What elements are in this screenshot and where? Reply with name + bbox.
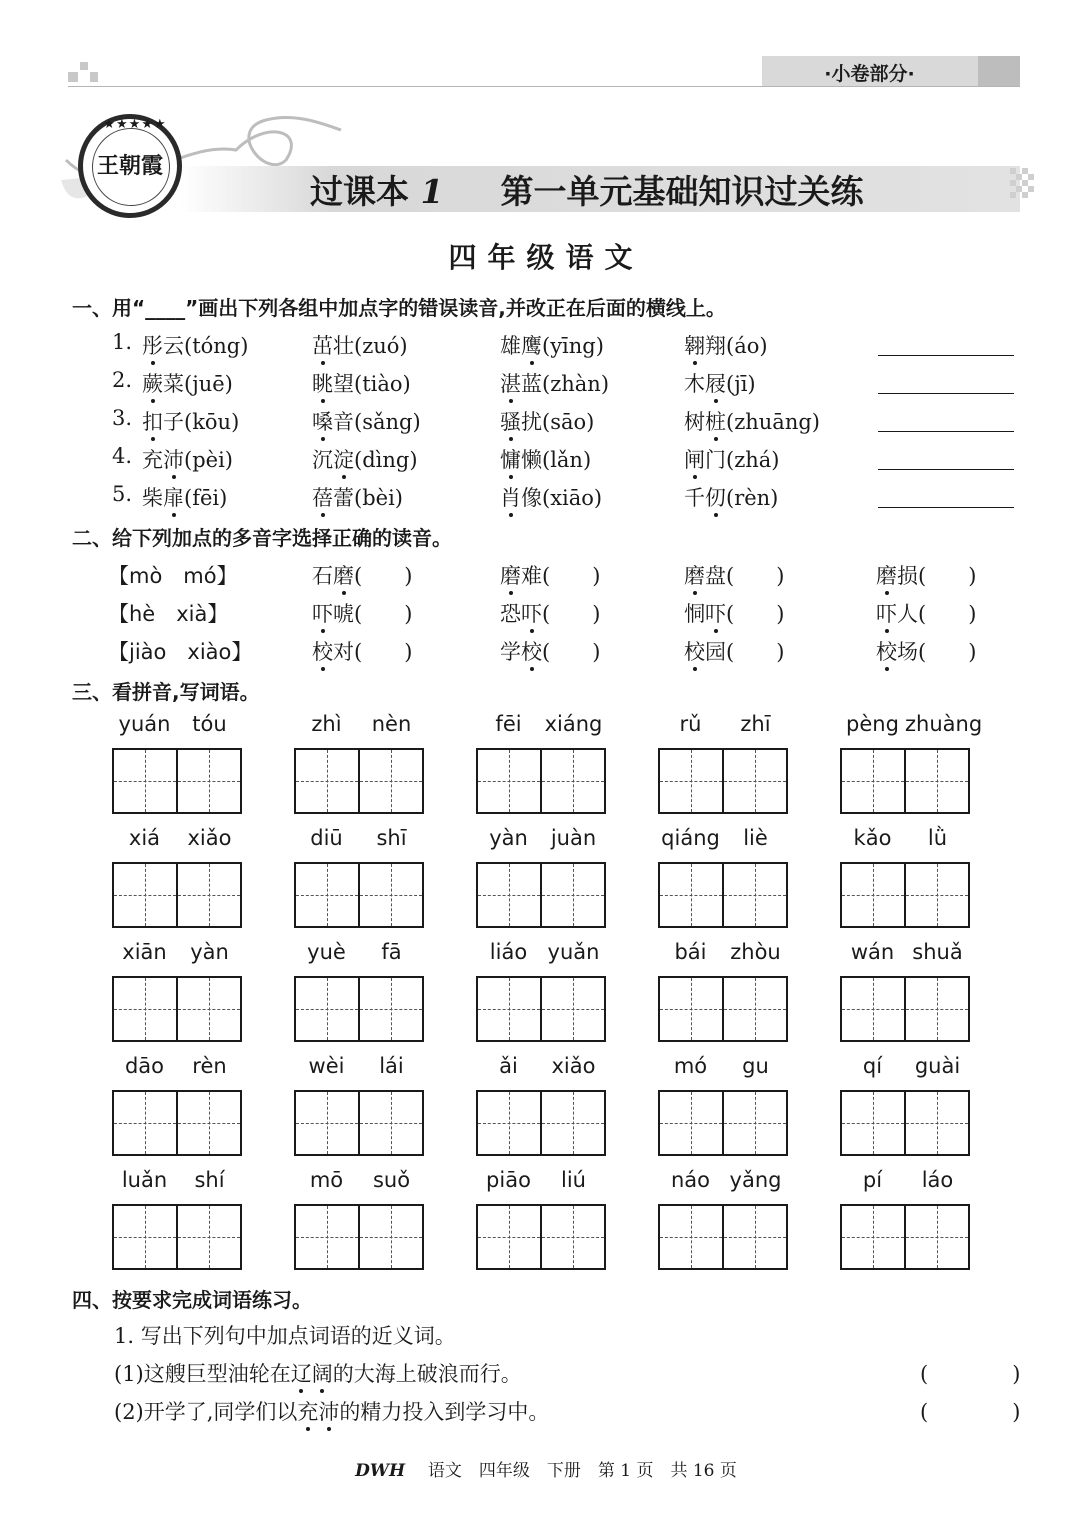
word-dotted: 沛 <box>163 444 184 474</box>
pinyin-syllable: shí <box>194 1168 225 1192</box>
pinyin-syllable: xiān <box>122 940 167 964</box>
reading-options: 【jiào xiào】 <box>108 640 253 664</box>
polyphone-dotted: 吓 <box>312 598 333 628</box>
word-dotted: 湛 <box>500 368 521 398</box>
pinyin-syllable: qí <box>862 1054 883 1078</box>
header-rule <box>68 86 1020 87</box>
word-post: 蕾(bèi) <box>333 486 403 510</box>
pinyin-syllable: rǔ <box>679 712 702 736</box>
polyphone-dotted: 磨 <box>684 560 705 590</box>
word-reading <box>500 482 602 512</box>
writing-box[interactable] <box>476 976 606 1042</box>
polyphone-word[interactable] <box>312 598 412 628</box>
pinyin-syllable: lái <box>379 1054 404 1078</box>
pinyin-syllable: tóu <box>192 712 227 736</box>
word-reading <box>142 368 233 398</box>
writing-cell[interactable] <box>176 1206 240 1268</box>
word-post: 子(kōu) <box>163 410 240 434</box>
pinyin-syllable: ǎi <box>499 1054 518 1078</box>
word-post: (rèn) <box>726 486 779 510</box>
polyphone-dotted: 吓 <box>876 598 897 628</box>
section-tag-label: ·小卷部分· <box>824 63 915 85</box>
pinyin-syllable: yuè <box>307 940 346 964</box>
writing-box[interactable] <box>294 976 424 1042</box>
writing-cell[interactable] <box>540 1206 604 1268</box>
polyphone-pre: 石 <box>312 564 333 588</box>
pinyin-syllable: xiáng <box>544 712 603 736</box>
brand-logo <box>78 114 182 218</box>
word-post: (zhuāng) <box>726 410 820 434</box>
word-post: (yīng) <box>542 334 604 358</box>
word-dotted: 眺 <box>312 368 333 398</box>
item-number: 4. <box>112 444 133 468</box>
writing-cell[interactable] <box>842 1206 904 1268</box>
pinyin-syllable: zhòu <box>730 940 781 964</box>
word-reading <box>684 406 820 436</box>
star-icons: ★★★★★ <box>103 117 167 132</box>
word-reading <box>312 330 408 360</box>
section-4-sub-1: 1. 写出下列句中加点词语的近义词。 <box>114 1324 456 1348</box>
polyphone-dotted: 磨 <box>500 560 521 590</box>
polyphone-word[interactable] <box>500 560 600 590</box>
word-reading <box>312 368 411 398</box>
writing-cell[interactable] <box>842 750 904 812</box>
word-post: 壮(zuó) <box>333 334 408 358</box>
polyphone-word[interactable] <box>312 560 412 590</box>
pinyin-syllable: nèn <box>371 712 412 736</box>
word-post: 望(tiào) <box>333 372 411 396</box>
writing-cell[interactable] <box>478 1206 540 1268</box>
polyphone-post: ( ) <box>542 602 601 626</box>
pinyin-syllable: yǎng <box>729 1168 782 1192</box>
item-number: 3. <box>112 406 133 430</box>
writing-cell[interactable] <box>358 864 422 926</box>
q1-text-a: (1)这艘巨型油轮在 <box>114 1362 291 1386</box>
q2-text-b: 的精力投入到学习中。 <box>339 1400 550 1424</box>
writing-cell[interactable] <box>904 1206 968 1268</box>
title-number: 1 <box>420 172 444 211</box>
word-reading <box>312 444 418 474</box>
polyphone-dotted: 磨 <box>876 560 897 590</box>
pinyin-syllable: suǒ <box>372 1168 411 1192</box>
banner-checker-decoration <box>1010 168 1036 208</box>
pinyin-syllable: náo <box>670 1168 711 1192</box>
q2-dotted-1: 充 <box>297 1396 318 1426</box>
pinyin-syllable: wèi <box>308 1054 345 1078</box>
word-post: 云(tóng) <box>163 334 249 358</box>
word-pre: 木 <box>684 372 705 396</box>
writing-cell[interactable] <box>660 1092 722 1154</box>
writing-cell[interactable] <box>540 1092 604 1154</box>
pinyin-syllable: yàn <box>489 826 528 850</box>
polyphone-dotted: 吓 <box>705 598 726 628</box>
word-post: 扰(sāo) <box>521 410 595 434</box>
section-3-title: 三、看拼音,写词语。 <box>72 680 260 704</box>
pinyin-syllable: liè <box>743 826 768 850</box>
pinyin-syllable: zhì <box>311 712 342 736</box>
title-prefix: 过课本 <box>310 172 409 211</box>
writing-cell[interactable] <box>176 864 240 926</box>
subject-heading: 四年级语文 <box>448 241 644 274</box>
writing-cell[interactable] <box>660 978 722 1040</box>
polyphone-post: 难( ) <box>521 564 601 588</box>
page-footer <box>0 1456 1092 1481</box>
writing-cell[interactable] <box>296 864 358 926</box>
writing-cell[interactable] <box>722 750 786 812</box>
polyphone-post: 盘( ) <box>705 564 785 588</box>
writing-box[interactable] <box>112 976 242 1042</box>
word-dotted: 肖 <box>500 482 521 512</box>
word-reading <box>312 406 421 436</box>
section-2-title: 二、给下列加点的多音字选择正确的读音。 <box>72 526 452 550</box>
corner-decoration <box>68 62 98 86</box>
writing-cell[interactable] <box>540 978 604 1040</box>
writing-cell[interactable] <box>842 864 904 926</box>
word-dotted: 淀 <box>333 444 354 474</box>
writing-cell[interactable] <box>478 978 540 1040</box>
word-reading <box>312 482 403 512</box>
pinyin-syllable: zhuàng <box>905 712 983 736</box>
word-post: (fēi) <box>184 486 228 510</box>
pinyin-syllable: xiǎo <box>187 826 232 850</box>
writing-box[interactable] <box>840 976 970 1042</box>
writing-box[interactable] <box>112 748 242 814</box>
writing-box[interactable] <box>476 1090 606 1156</box>
writing-cell[interactable] <box>904 864 968 926</box>
pinyin-syllable: fā <box>381 940 402 964</box>
writing-box[interactable] <box>658 1204 788 1270</box>
pinyin-syllable: luǎn <box>121 1168 168 1192</box>
writing-cell[interactable] <box>358 750 422 812</box>
pinyin-syllable: piāo <box>486 1168 531 1192</box>
word-post: (dìng) <box>354 448 418 472</box>
writing-box[interactable] <box>658 862 788 928</box>
polyphone-word[interactable] <box>684 560 784 590</box>
pinyin-syllable: dāo <box>124 1054 165 1078</box>
word-reading <box>500 406 594 436</box>
section-tag <box>762 56 1020 86</box>
word-reading <box>142 482 227 512</box>
word-pre: 沉 <box>312 448 333 472</box>
writing-box[interactable] <box>294 1204 424 1270</box>
writing-box[interactable] <box>112 862 242 928</box>
word-dotted: 骚 <box>500 406 521 436</box>
writing-box[interactable] <box>294 862 424 928</box>
pinyin-syllable: xiá <box>128 826 161 850</box>
word-pre: 充 <box>142 448 163 472</box>
answer-line[interactable] <box>878 430 1014 432</box>
word-dotted: 扣 <box>142 406 163 436</box>
item-number: 1. <box>112 330 133 354</box>
word-pre: 柴 <box>142 486 163 510</box>
writing-box[interactable] <box>476 862 606 928</box>
answer-paren-2[interactable]: ( ) <box>920 1400 1021 1424</box>
pinyin-syllable: mō <box>309 1168 344 1192</box>
writing-box[interactable] <box>658 748 788 814</box>
polyphone-post: ( ) <box>354 564 413 588</box>
writing-cell[interactable] <box>660 750 722 812</box>
polyphone-post: 对( ) <box>333 640 413 664</box>
word-post: 门(zhá) <box>705 448 780 472</box>
reading-options: 【mò mó】 <box>108 564 238 588</box>
writing-box[interactable] <box>658 976 788 1042</box>
pinyin-syllable: yuǎn <box>547 940 600 964</box>
writing-cell[interactable] <box>722 978 786 1040</box>
pinyin-syllable: fēi <box>495 712 522 736</box>
word-pre: 树 <box>684 410 705 434</box>
word-dotted: 慵 <box>500 444 521 474</box>
word-reading <box>142 444 233 474</box>
polyphone-word[interactable] <box>500 636 600 666</box>
answer-line[interactable] <box>878 506 1014 508</box>
pinyin-syllable: yàn <box>190 940 229 964</box>
polyphone-word[interactable] <box>312 636 412 666</box>
word-dotted: 鹰 <box>521 330 542 360</box>
word-reading <box>684 444 780 474</box>
word-dotted: 彤 <box>142 330 163 360</box>
polyphone-post: ( ) <box>726 602 785 626</box>
q1-dotted-2: 阔 <box>312 1358 333 1388</box>
writing-box[interactable] <box>476 1204 606 1270</box>
word-dotted: 茁 <box>312 330 333 360</box>
polyphone-dotted: 校 <box>876 636 897 666</box>
pinyin-syllable: liú <box>561 1168 586 1192</box>
polyphone-word[interactable] <box>876 598 976 628</box>
pinyin-syllable: pèng <box>846 712 899 736</box>
pinyin-syllable: shuǎ <box>912 940 963 964</box>
writing-cell[interactable] <box>722 1206 786 1268</box>
writing-box[interactable] <box>112 1204 242 1270</box>
item-number: 5. <box>112 482 133 506</box>
writing-cell[interactable] <box>296 978 358 1040</box>
item-number: 2. <box>112 368 133 392</box>
polyphone-post: 人( ) <box>897 602 977 626</box>
writing-cell[interactable] <box>540 750 604 812</box>
polyphone-dotted: 校 <box>684 636 705 666</box>
pinyin-syllable: liáo <box>489 940 528 964</box>
writing-cell[interactable] <box>296 1092 358 1154</box>
question-4-1-2 <box>114 1396 549 1426</box>
writing-cell[interactable] <box>114 1206 176 1268</box>
writing-cell[interactable] <box>904 1092 968 1154</box>
polyphone-word[interactable] <box>684 598 784 628</box>
polyphone-word[interactable] <box>876 560 976 590</box>
writing-cell[interactable] <box>176 978 240 1040</box>
writing-cell[interactable] <box>296 750 358 812</box>
writing-cell[interactable] <box>114 1092 176 1154</box>
pinyin-syllable: lǜ <box>927 826 948 850</box>
writing-cell[interactable] <box>478 864 540 926</box>
word-pre: 千 <box>684 486 705 510</box>
word-reading <box>500 444 591 474</box>
word-reading <box>500 330 604 360</box>
word-dotted: 仞 <box>705 482 726 512</box>
polyphone-post: 园( ) <box>705 640 785 664</box>
polyphone-pre: 学 <box>500 640 521 664</box>
writing-cell[interactable] <box>114 978 176 1040</box>
word-reading <box>142 406 239 436</box>
brand-name: 王朝霞 <box>96 153 163 179</box>
polyphone-post: 损( ) <box>897 564 977 588</box>
polyphone-word[interactable] <box>500 598 600 628</box>
writing-cell[interactable] <box>176 1092 240 1154</box>
answer-line[interactable] <box>878 468 1014 470</box>
polyphone-post: ( ) <box>542 640 601 664</box>
polyphone-pre: 恫 <box>684 602 705 626</box>
word-post: (jī) <box>726 372 756 396</box>
writing-cell[interactable] <box>114 750 176 812</box>
q1-text-b: 的大海上破浪而行。 <box>332 1362 522 1386</box>
writing-cell[interactable] <box>478 1092 540 1154</box>
writing-cell[interactable] <box>842 1092 904 1154</box>
word-dotted: 屐 <box>705 368 726 398</box>
writing-box[interactable] <box>112 1090 242 1156</box>
polyphone-word[interactable] <box>876 636 976 666</box>
writing-cell[interactable] <box>540 864 604 926</box>
writing-cell[interactable] <box>478 750 540 812</box>
writing-cell[interactable] <box>904 750 968 812</box>
writing-cell[interactable] <box>660 1206 722 1268</box>
pinyin-syllable: pí <box>862 1168 883 1192</box>
pinyin-syllable: mó <box>673 1054 708 1078</box>
writing-box[interactable] <box>840 1090 970 1156</box>
footer-text: 语文 四年级 下册 第 1 页 共 16 页 <box>427 1461 737 1481</box>
question-4-1-1 <box>114 1358 522 1388</box>
writing-cell[interactable] <box>176 750 240 812</box>
writing-cell[interactable] <box>296 1206 358 1268</box>
word-reading <box>684 368 756 398</box>
tag-shade <box>978 56 1020 86</box>
word-reading <box>500 368 609 398</box>
word-dotted: 翱 <box>684 330 705 360</box>
word-post: 菜(juē) <box>163 372 233 396</box>
word-dotted: 扉 <box>163 482 184 512</box>
pinyin-syllable: zhī <box>740 712 771 736</box>
word-post: 翔(áo) <box>705 334 768 358</box>
pinyin-syllable: guài <box>914 1054 961 1078</box>
word-dotted: 蓓 <box>312 482 333 512</box>
word-reading <box>142 330 248 360</box>
word-reading <box>684 330 768 360</box>
writing-box[interactable] <box>840 748 970 814</box>
word-dotted: 嗓 <box>312 406 333 436</box>
writing-cell[interactable] <box>904 978 968 1040</box>
pinyin-syllable: wán <box>850 940 895 964</box>
answer-line[interactable] <box>878 354 1014 356</box>
writing-cell[interactable] <box>722 1092 786 1154</box>
writing-cell[interactable] <box>842 978 904 1040</box>
answer-paren-1[interactable]: ( ) <box>920 1362 1021 1386</box>
section-1-title: 一、用“____”画出下列各组中加点字的错误读音,并改正在后面的横线上。 <box>72 296 726 320</box>
section-4-title: 四、按要求完成词语练习。 <box>72 1288 312 1312</box>
writing-cell[interactable] <box>660 864 722 926</box>
pinyin-syllable: diū <box>310 826 343 850</box>
polyphone-post: 唬( ) <box>333 602 413 626</box>
title-main: 第一单元基础知识过关练 <box>500 172 864 211</box>
writing-cell[interactable] <box>358 1206 422 1268</box>
writing-box[interactable] <box>840 862 970 928</box>
polyphone-dotted: 校 <box>521 636 542 666</box>
writing-box[interactable] <box>658 1090 788 1156</box>
word-pre: 雄 <box>500 334 521 358</box>
word-dotted: 桩 <box>705 406 726 436</box>
reading-options: 【hè xià】 <box>108 602 229 626</box>
pinyin-syllable: rèn <box>192 1054 227 1078</box>
writing-cell[interactable] <box>114 864 176 926</box>
polyphone-dotted: 校 <box>312 636 333 666</box>
word-post: 蓝(zhàn) <box>521 372 610 396</box>
q1-dotted-1: 辽 <box>291 1358 312 1388</box>
writing-cell[interactable] <box>722 864 786 926</box>
pinyin-syllable: shī <box>376 826 407 850</box>
q2-dotted-2: 沛 <box>318 1396 339 1426</box>
pinyin-syllable: kǎo <box>853 826 892 850</box>
word-dotted: 闸 <box>684 444 705 474</box>
pinyin-syllable: qiáng <box>661 826 720 850</box>
writing-box[interactable] <box>294 748 424 814</box>
word-dotted: 蕨 <box>142 368 163 398</box>
polyphone-post: 场( ) <box>897 640 977 664</box>
pinyin-syllable: láo <box>921 1168 954 1192</box>
pinyin-syllable: gu <box>742 1054 769 1078</box>
pinyin-syllable: xiǎo <box>551 1054 596 1078</box>
polyphone-dotted: 磨 <box>333 560 354 590</box>
word-post: 像(xiāo) <box>521 486 603 510</box>
pinyin-syllable: juàn <box>550 826 597 850</box>
q2-text-a: (2)开学了,同学们以 <box>114 1400 298 1424</box>
pinyin-syllable: bái <box>674 940 707 964</box>
writing-cell[interactable] <box>358 1092 422 1154</box>
writing-box[interactable] <box>476 748 606 814</box>
writing-box[interactable] <box>294 1090 424 1156</box>
polyphone-word[interactable] <box>684 636 784 666</box>
word-post: (pèi) <box>184 448 233 472</box>
footer-code: DWH <box>355 1461 406 1481</box>
writing-box[interactable] <box>840 1204 970 1270</box>
polyphone-dotted: 吓 <box>521 598 542 628</box>
answer-line[interactable] <box>878 392 1014 394</box>
polyphone-pre: 恐 <box>500 602 521 626</box>
pinyin-syllable: yuán <box>118 712 171 736</box>
page-title <box>310 166 863 213</box>
word-post: 懒(lǎn) <box>521 448 592 472</box>
word-post: 音(sǎng) <box>333 410 421 434</box>
writing-cell[interactable] <box>358 978 422 1040</box>
word-reading <box>684 482 778 512</box>
